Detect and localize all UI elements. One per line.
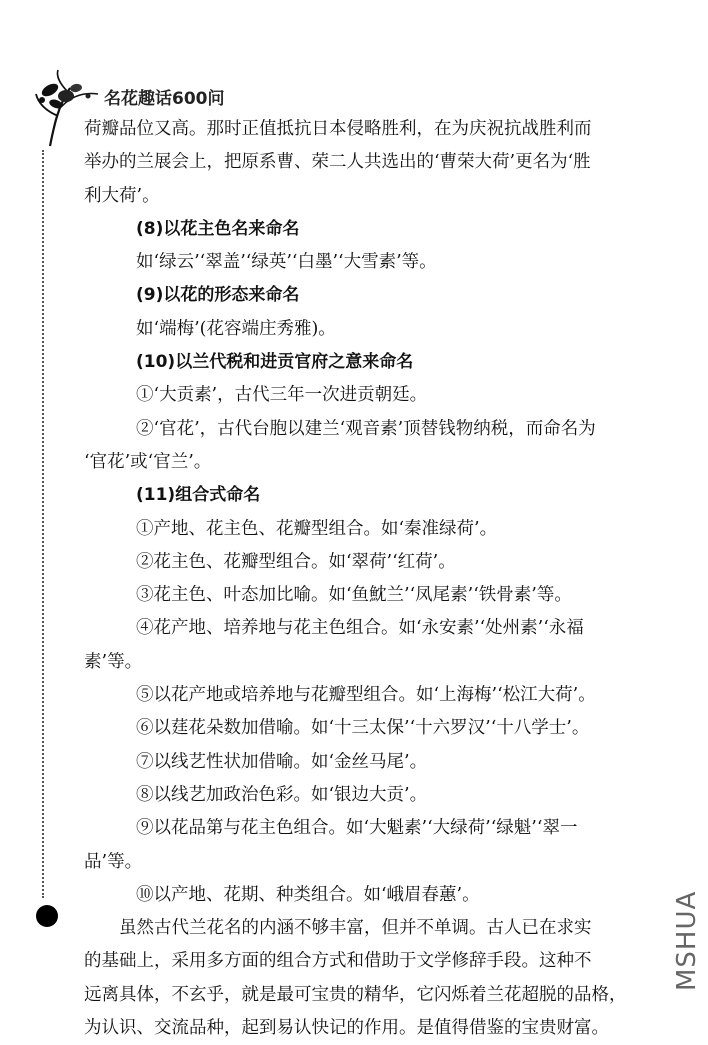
margin-dotted-rule (42, 150, 44, 898)
list-item: ⑦以线艺性状加借喻。如‘金丝马尾’。 (136, 751, 428, 772)
section-heading: (9)以花的形态来命名 (136, 285, 300, 306)
text-line: 举办的兰展会上，把原系曹、荣二人共选出的‘曹荣大荷’更名为‘胜 (84, 152, 591, 173)
list-item: ①产地、花主色、花瓣型组合。如‘秦准绿荷’。 (136, 518, 498, 539)
section-heading: (11)组合式命名 (136, 485, 261, 506)
text-line: 如‘端梅’(花容端庄秀雅)。 (136, 318, 336, 339)
text-line: 远离具体，不玄乎，就是最可宝贵的精华，它闪烁着兰花超脱的品格， (84, 984, 627, 1005)
list-item: ⑤以花产地或培养地与花瓣型组合。如‘上海梅’‘松江大荷’。 (136, 685, 596, 706)
list-item: ⑥以莛花朵数加借喻。如‘十三太保’‘十六罗汉’‘十八学士’。 (136, 718, 590, 739)
list-item: ②花主色、花瓣型组合。如‘翠荷’‘红荷’。 (136, 551, 456, 572)
text-line: 素’等。 (84, 651, 143, 672)
list-item: ⑩以产地、花期、种类组合。如‘峨眉春蕙’。 (136, 884, 480, 905)
page-header-title: 名花趣话600问 (104, 89, 225, 109)
text-line: 为认识、交流品种，起到易认快记的作用。是值得借鉴的宝贵财富。 (84, 1018, 609, 1039)
text-line: 利大荷’。 (84, 185, 160, 206)
list-item: ②‘官花’，古代台胞以建兰‘观音素’顶替钱物纳税，而命名为 (136, 418, 596, 439)
text-line: 品’等。 (84, 851, 143, 872)
list-item: ⑧以线艺加政治色彩。如‘银边大贡’。 (136, 784, 428, 805)
margin-bullet-dot (36, 905, 58, 927)
body-text (84, 113, 664, 1045)
watermark-text: MSHUA (672, 890, 702, 991)
text-line: 如‘绿云’‘翠盖’‘绿英’‘白墨’‘大雪素’等。 (136, 252, 437, 273)
list-item: ③花主色、叶态加比喻。如‘鱼魫兰’‘凤尾素’‘铁骨素’等。 (136, 585, 572, 606)
list-item: ④花产地、培养地与花主色组合。如‘永安素’‘处州素’‘永福 (136, 618, 584, 639)
text-line: ‘官花’或‘官兰’。 (84, 451, 212, 472)
list-item: ①‘大贡素’，古代三年一次进贡朝廷。 (136, 385, 428, 406)
section-heading: (10)以兰代税和进贡官府之意来命名 (136, 352, 414, 373)
list-item: ⑨以花品第与花主色组合。如‘大魁素’‘大绿荷’‘绿魁’‘翠一 (136, 818, 578, 839)
text-line: 荷瓣品位又高。那时正值抵抗日本侵略胜利，在为庆祝抗战胜利而 (84, 119, 592, 139)
text-line: 的基础上，采用多方面的组合方式和借助于文学修辞手段。这种不 (84, 951, 592, 972)
section-heading: (8)以花主色名来命名 (136, 218, 300, 239)
paragraph-first-line: 虽然古代兰花名的内涵不够丰富，但并不单调。古人已在求实 (119, 918, 592, 939)
